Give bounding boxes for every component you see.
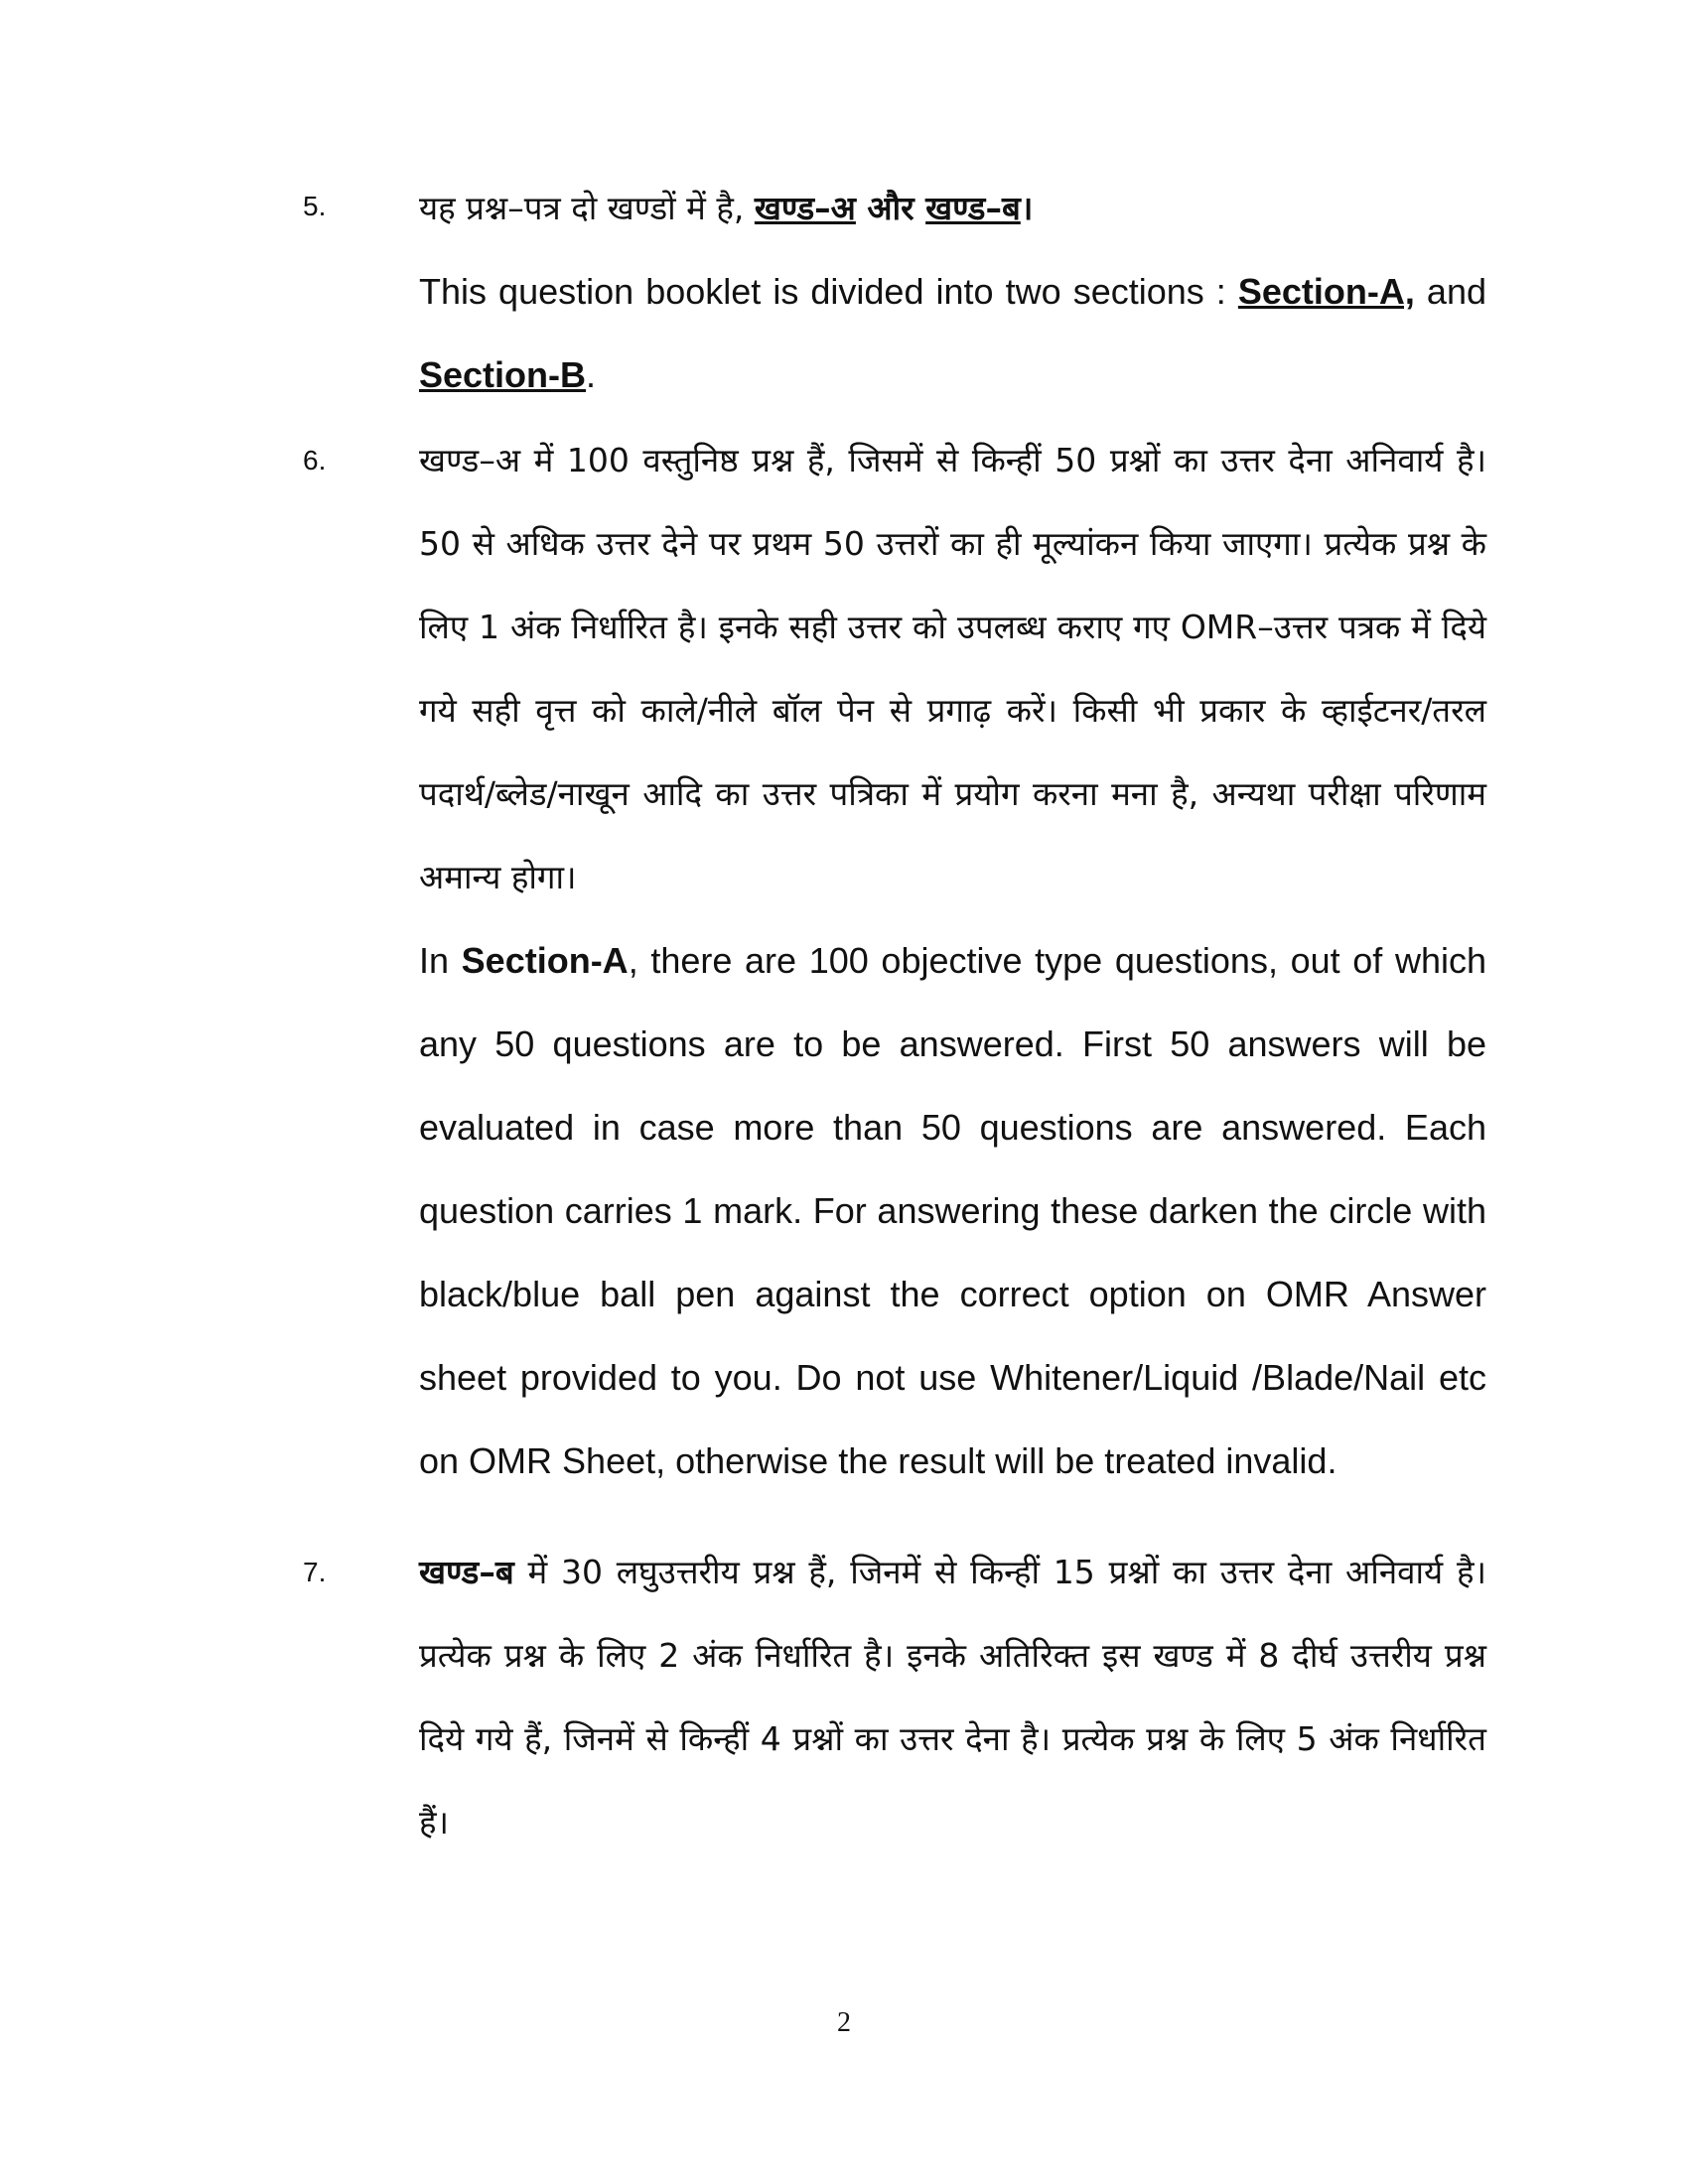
hindi-end: । bbox=[1020, 189, 1034, 227]
instruction-7-hindi bbox=[419, 1531, 1486, 1864]
item-number-7: 7. bbox=[303, 1557, 327, 1587]
section-a-english: Section-A, bbox=[1237, 271, 1415, 312]
section-a-english: Section-A bbox=[461, 940, 629, 981]
instruction-6 bbox=[419, 419, 1486, 1503]
instruction-6-hindi: खण्ड–अ में 100 वस्तुनिष्ठ प्रश्न हैं, जिसमें से किन्हीं 50 प्रश्नों का उत्तर देना अनिवार्य है। 50 से अधिक उत्तर देने पर प्रथम 50 उत्तरों का ही मूल्यांकन किया जाएगा। प्रत्येक प्रश्न के लिए 1 अंक निर्धारित है। इनके सही उत्तर को उपलब्ध कराए गए OMR–उत्तर पत्रक में दिये गये सही वृत्त को काले/नीले बॉल पेन से प्रगाढ़ करें। किसी भी प्रकार के व्हाईटनर/तरल पदार्थ/ब्लेड/नाखून आदि का उत्तर पत्रिका में प्रयोग करना मना है, अन्यथा परीक्षा परिणाम अमान्य होगा। bbox=[419, 441, 1486, 896]
english-prefix: In bbox=[419, 940, 462, 981]
section-b-hindi: खण्ड–ब bbox=[925, 189, 1021, 227]
english-text: , there are 100 objective type questions, out of which any 50 questions are to be answered. First 50 answers will be evaluated in case more than 50 questions are answered. Each question carries 1 mark. For answering these darken the circle with black/blue ball pen against the correct option on OMR Answer sheet provided to you. Do not use Whitener/Liquid /Blade/Nail etc on OMR Sheet, otherwise the result will be treated invalid. bbox=[419, 940, 1486, 1481]
english-end: . bbox=[586, 354, 597, 395]
item-number-5: 5. bbox=[303, 191, 327, 221]
section-a-hindi: खण्ड–अ bbox=[754, 189, 856, 227]
instruction-7 bbox=[419, 1531, 1486, 1864]
item-number-6: 6. bbox=[303, 445, 327, 476]
section-b-english: Section-B bbox=[419, 354, 587, 395]
page-number: 2 bbox=[837, 2007, 851, 2038]
instruction-5-hindi bbox=[419, 167, 1486, 250]
and-english: and bbox=[1414, 271, 1486, 312]
hindi-text: में 30 लघुउत्तरीय प्रश्न हैं, जिनमें से किन्हीं 15 प्रश्नों का उत्तर देना अनिवार्य है। प्रत्येक प्रश्न के लिए 2 अंक निर्धारित है। इनके अतिरिक्त इस खण्ड में 8 दीर्घ उत्तरीय प्रश्न दिये गये हैं, जिनमें से किन्हीं 4 प्रश्नों का उत्तर देना है। प्रत्येक प्रश्न के लिए 5 अंक निर्धारित हैं। bbox=[419, 1553, 1486, 1842]
instruction-5 bbox=[419, 167, 1486, 417]
and-hindi: और bbox=[855, 189, 926, 227]
section-b-hindi: खण्ड–ब bbox=[419, 1553, 514, 1591]
instruction-5-english bbox=[419, 250, 1486, 417]
instruction-6-english bbox=[419, 919, 1486, 1503]
hindi-text: यह प्रश्न–पत्र दो खण्डों में है, bbox=[419, 189, 755, 227]
english-text: This question booklet is divided into two sections : bbox=[419, 271, 1238, 312]
